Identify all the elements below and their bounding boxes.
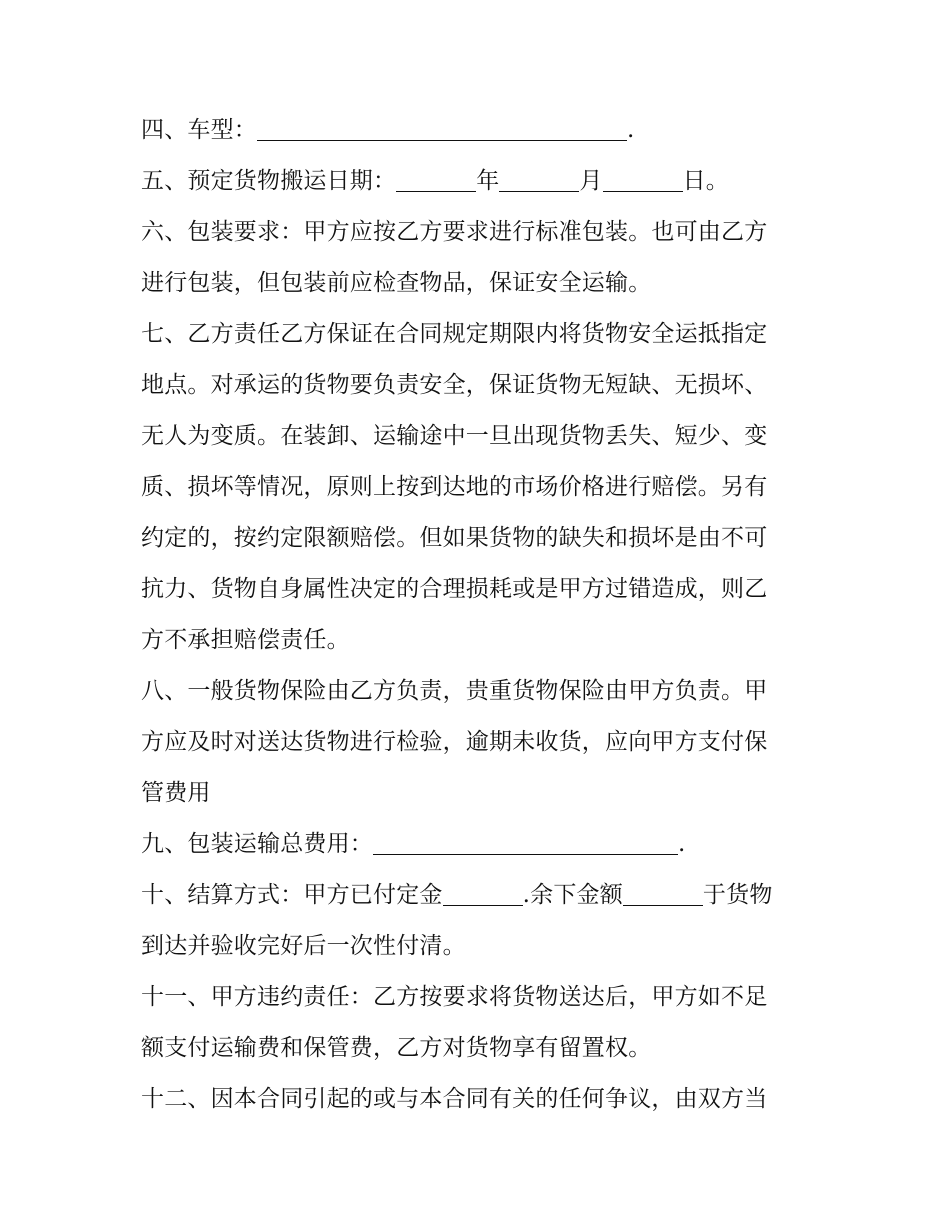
item-7-line-3: 无人为变质。在装卸、运输途中一旦出现货物丢失、短少、变 [141,423,768,449]
item-9-label: 九、包装运输总费用： [141,831,373,857]
month-label: 月 [579,168,603,194]
item-4-end: . [627,117,635,143]
deposit-blank [443,881,523,906]
item-7-line-6: 抗力、货物自身属性决定的合理损耗或是甲方过错造成，则乙 [141,576,768,602]
item-10-line-2: 到达并验收完好后一次性付清。 [141,933,466,959]
item-5-moving-date [141,161,813,212]
item-9-total-fee [141,824,813,875]
item-11-line-2: 额支付运输费和保管费，乙方对货物享有留置权。 [141,1035,652,1061]
item-7-line-1: 七、乙方责任乙方保证在合同规定期限内将货物安全运抵指定 [141,321,768,347]
total-fee-blank [373,830,678,855]
item-10-mid: .余下金额 [522,882,623,908]
item-6-line-2: 进行包装，但包装前应检查物品，保证安全运输。 [141,270,652,296]
item-9-end: . [678,831,686,857]
item-8-line-1: 八、一般货物保险由乙方负责，贵重货物保险由甲方负责。甲 [141,678,768,704]
item-5-label: 五、预定货物搬运日期： [141,168,397,194]
item-10-line-1 [141,875,813,926]
item-7-line-4: 质、损坏等情况，原则上按到达地的市场价格进行赔偿。另有 [141,474,768,500]
day-label: 日。 [682,168,730,194]
item-10-label: 十、结算方式：甲方已付定金 [141,882,443,908]
item-4-label: 四、车型： [141,117,257,143]
item-7-line-5: 约定的，按约定限额赔偿。但如果货物的缺失和损坏是由不可 [141,525,768,551]
year-blank [396,167,476,192]
item-6-line-1: 六、包装要求：甲方应按乙方要求进行标准包装。也可由乙方 [141,219,768,245]
item-4-vehicle-type [141,110,813,161]
item-7-line-2: 地点。对承运的货物要负责安全，保证货物无短缺、无损坏、 [141,372,768,398]
month-blank [499,167,579,192]
item-12-line-1: 十二、因本合同引起的或与本合同有关的任何争议，由双方当 [141,1086,768,1112]
remaining-amount-blank [623,881,703,906]
day-blank [603,167,683,192]
item-8-line-2: 方应及时对送达货物进行检验，逾期未收货，应向甲方支付保 [141,729,768,755]
item-7-line-7: 方不承担赔偿责任。 [141,627,350,653]
item-10-tail: 于货物 [702,882,773,908]
item-11-line-1: 十一、甲方违约责任：乙方按要求将货物送达后，甲方如不足 [141,984,768,1010]
year-label: 年 [476,168,500,194]
item-8-line-3: 管费用 [141,780,211,806]
vehicle-type-blank [257,116,627,141]
contract-body [141,110,813,1130]
